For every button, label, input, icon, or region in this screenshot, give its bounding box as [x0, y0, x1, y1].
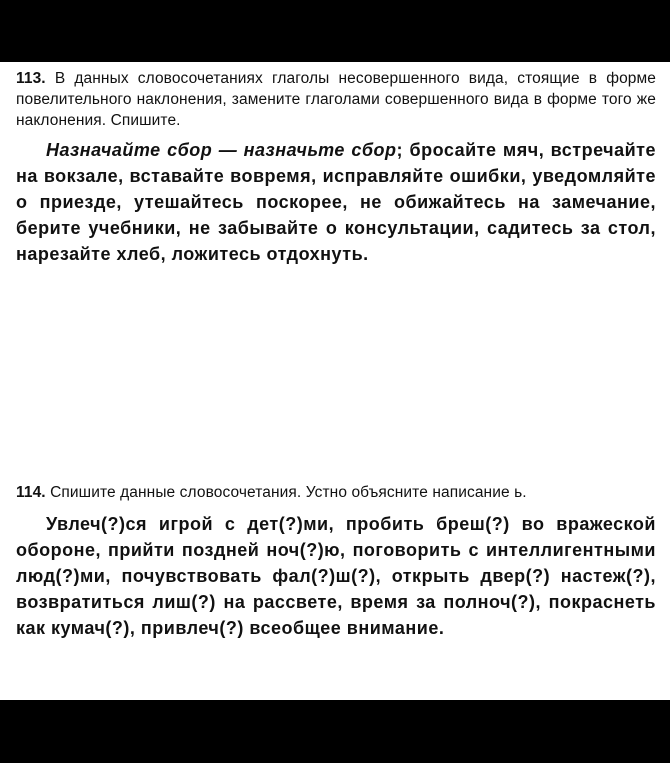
exercise-114-instruction: Спишите данные словосочетания. Устно объясните написание ь. — [50, 484, 527, 501]
exercise-114-number: 114. — [16, 484, 46, 501]
exercise-113-task — [16, 68, 656, 131]
exercise-114-text — [16, 511, 656, 641]
exercise-113-phrases: ; бросайте мяч, встречайте на вокзале, вставайте вовремя, исправляйте ошибки, уведомляйте о приезде, утешайтесь поскорее, не обижайтесь на замечание, берите учебники, не забывайте о консультации, садитесь за стол, нарезайте хлеб, ложитесь отдохнуть. — [16, 140, 656, 264]
exercise-114 — [16, 482, 656, 641]
exercise-113 — [16, 68, 656, 267]
exercise-113-instruction: В данных словосочетаниях глаголы несовершенного вида, стоящие в форме повелительного наклонения, замените глаголами совершенного вида в форме того же наклонения. Спишите. — [16, 70, 656, 129]
textbook-page — [0, 62, 670, 700]
exercise-114-phrases: Увлеч(?)ся игрой с дет(?)ми, пробить бреш(?) во вражеской обороне, прийти поздней ноч(?)ю, поговорить с интеллигентными люд(?)ми, почувствовать фал(?)ш(?), открыть двер(?) настеж(?), возвратиться лиш(?) на рассвете, время за полноч(?), покраснеть как кумач(?), привлеч(?) всеобщее внимание. — [16, 514, 656, 638]
exercise-113-example: Назначайте сбор — назначьте сбор — [46, 140, 397, 160]
exercise-113-text — [16, 137, 656, 267]
exercise-114-task — [16, 482, 656, 503]
exercise-113-number: 113. — [16, 70, 46, 87]
